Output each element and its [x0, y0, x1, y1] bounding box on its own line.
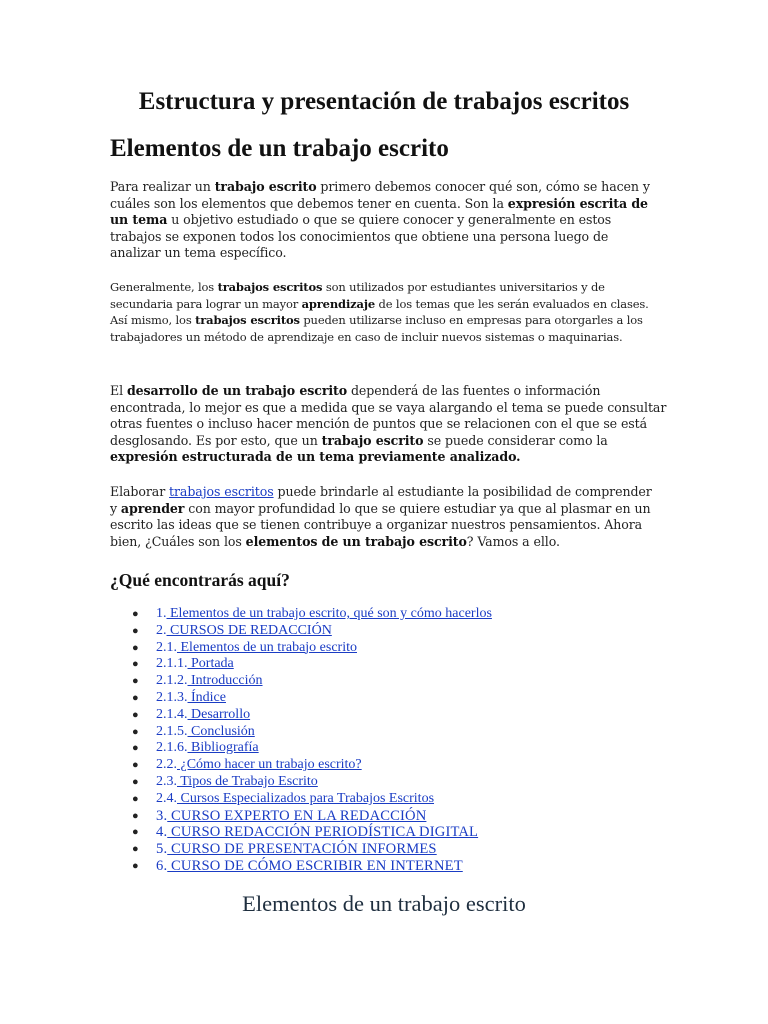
bullet-icon: ●: [132, 675, 139, 688]
bullet-icon: ●: [132, 725, 139, 738]
toc-item[interactable]: [110, 623, 670, 640]
toc-item-number: 2.1.2.: [156, 673, 188, 689]
toc-item-number: 2.1.: [156, 639, 177, 655]
text-run: dependerá de las fuentes o información encontrada, lo mejor es que a medida que se vaya alargando el tema se puede consultar otras fuentes o incluso hacer mención de puntos que se relacionen con el que se está desglosando. Es por esto, que un: [110, 383, 667, 448]
bullet-icon: ●: [132, 859, 139, 872]
toc-item[interactable]: [110, 690, 670, 707]
toc-item[interactable]: [110, 858, 670, 875]
toc-item-link[interactable]: CURSO EXPERTO EN LA REDACCIÓN: [167, 807, 427, 824]
toc-item-link[interactable]: Elementos de un trabajo escrito: [177, 639, 357, 655]
bullet-icon: ●: [132, 658, 139, 671]
bullet-icon: ●: [132, 826, 139, 839]
bullet-icon: ●: [132, 792, 139, 805]
paragraph-intro: [110, 179, 655, 262]
bottom-section-heading: Elementos de un trabajo escrito: [242, 891, 526, 916]
toc-item[interactable]: [110, 791, 670, 808]
bullet-icon: ●: [132, 843, 139, 856]
toc-item-link[interactable]: CURSO DE PRESENTACIÓN INFORMES: [167, 841, 437, 858]
toc-item-number: 1.: [156, 606, 167, 621]
toc-item-link[interactable]: Bibliografía: [187, 740, 259, 756]
paragraph-usage: [110, 279, 650, 345]
toc-item-link[interactable]: CURSO REDACCIÓN PERIODÍSTICA DIGITAL: [167, 824, 479, 841]
bullet-icon: ●: [132, 775, 139, 788]
toc-item-number: 6.: [156, 857, 168, 874]
toc-item-number: 2.1.1.: [156, 656, 188, 672]
toc-item[interactable]: [110, 640, 670, 657]
bold-text: expresión estructurada de un tema previamente analizado.: [110, 449, 521, 465]
toc-item[interactable]: [110, 707, 670, 724]
bullet-icon: ●: [132, 742, 139, 755]
text-run: con mayor profundidad lo que se quiere estudiar ya que al plasmar en un escrito las ideas que se tienen contribuye a organizar nuestros pensamientos. Ahora bien, ¿Cuáles son los: [110, 500, 651, 549]
toc-item-number: 2.1.4.: [156, 706, 188, 722]
table-of-contents: [110, 606, 670, 875]
toc-item-link[interactable]: Tipos de Trabajo Escrito: [177, 773, 318, 789]
text-run: se puede considerar como la: [423, 432, 608, 448]
toc-item-number: 3.: [156, 807, 168, 824]
document-title: Estructura y presentación de trabajos escritos: [138, 88, 630, 115]
toc-item[interactable]: [110, 740, 670, 757]
toc-item[interactable]: [110, 673, 670, 690]
toc-item[interactable]: [110, 808, 670, 825]
bold-text: desarrollo de un trabajo escrito: [126, 383, 348, 398]
bullet-icon: ●: [132, 708, 139, 721]
toc-item-number: 4.: [156, 824, 168, 841]
section-heading: Elementos de un trabajo escrito: [110, 135, 449, 162]
bold-text: expresión escrita de un tema: [110, 195, 648, 228]
text-run: ? Vamos a ello.: [466, 533, 560, 549]
text-run: Generalmente, los: [110, 280, 218, 294]
toc-item-number: 2.3.: [156, 773, 177, 789]
text-run: Para realizar un: [110, 179, 215, 194]
toc-heading: ¿Qué encontrarás aquí?: [110, 570, 290, 590]
toc-item[interactable]: [110, 841, 670, 858]
toc-item-link[interactable]: CURSO DE CÓMO ESCRIBIR EN INTERNET: [167, 857, 463, 874]
toc-item-link[interactable]: Conclusión: [187, 723, 255, 739]
toc-item-number: 2.: [156, 622, 167, 638]
toc-item-link[interactable]: Desarrollo: [187, 706, 251, 722]
bold-text: aprendizaje: [301, 296, 376, 311]
toc-item[interactable]: [110, 824, 670, 841]
bold-text: trabajos escritos: [217, 280, 323, 294]
bullet-icon: ●: [132, 624, 139, 637]
toc-item-number: 2.2.: [156, 757, 177, 773]
bullet-icon: ●: [132, 809, 139, 822]
toc-item-link[interactable]: Cursos Especializados para Trabajos Escritos: [177, 790, 435, 806]
bold-text: trabajo escrito: [214, 179, 317, 194]
toc-item-number: 2.4.: [156, 790, 177, 806]
toc-item[interactable]: [110, 606, 670, 623]
inline-link[interactable]: trabajos escritos: [169, 484, 274, 499]
toc-item-number: 2.1.3.: [156, 689, 188, 705]
text-run: u objetivo estudiado o que se quiere conocer y generalmente en estos trabajos se exponen todos los conocimientos que obtiene una persona luego de analizar un tema específico.: [110, 212, 612, 261]
text-run: son utilizados por estudiantes universitarios y de secundaria para lograr un mayor: [110, 280, 605, 311]
bold-text: trabajo escrito: [321, 432, 424, 448]
paragraph-benefits: [110, 484, 655, 550]
toc-item-link[interactable]: CURSOS DE REDACCIÓN: [166, 622, 332, 638]
toc-item-link[interactable]: Elementos de un trabajo escrito, qué son y cómo hacerlos: [166, 606, 492, 621]
text-run: pueden utilizarse incluso en empresas para otorgarles a los trabajadores un método de aprendizaje en caso de incluir nuevos sistemas o maquinarias.: [110, 313, 643, 344]
bold-text: trabajos escritos: [195, 313, 300, 328]
toc-item[interactable]: [110, 774, 670, 791]
text-run: de los temas que les serán evaluados en clases. Así mismo, los: [110, 296, 649, 328]
bold-text: aprender: [120, 500, 185, 516]
text-run: puede brindarle al estudiante la posibilidad de comprender y: [110, 484, 652, 516]
toc-item[interactable]: [110, 757, 670, 774]
text-run: El: [110, 383, 127, 398]
text-run: primero debemos conocer qué son, cómo se hacen y cuáles son los elementos que debemos tener en cuenta. Son la: [110, 179, 650, 211]
bullet-icon: ●: [132, 691, 139, 704]
paragraph-development: [110, 383, 670, 466]
bullet-icon: ●: [132, 608, 139, 620]
toc-item-number: 5.: [156, 841, 168, 858]
toc-item-link[interactable]: Introducción: [187, 673, 263, 689]
text-run: Elaborar: [110, 484, 170, 499]
toc-item-link[interactable]: Portada: [187, 656, 234, 672]
toc-item[interactable]: [110, 656, 670, 673]
toc-item[interactable]: [110, 724, 670, 741]
toc-item-number: 2.1.5.: [156, 723, 188, 739]
toc-item-link[interactable]: Índice: [187, 689, 226, 705]
toc-item-number: 2.1.6.: [156, 740, 188, 756]
bullet-icon: ●: [132, 641, 139, 654]
bold-text: elementos de un trabajo escrito: [245, 533, 467, 549]
toc-item-link[interactable]: ¿Cómo hacer un trabajo escrito?: [177, 757, 362, 773]
bullet-icon: ●: [132, 759, 139, 772]
